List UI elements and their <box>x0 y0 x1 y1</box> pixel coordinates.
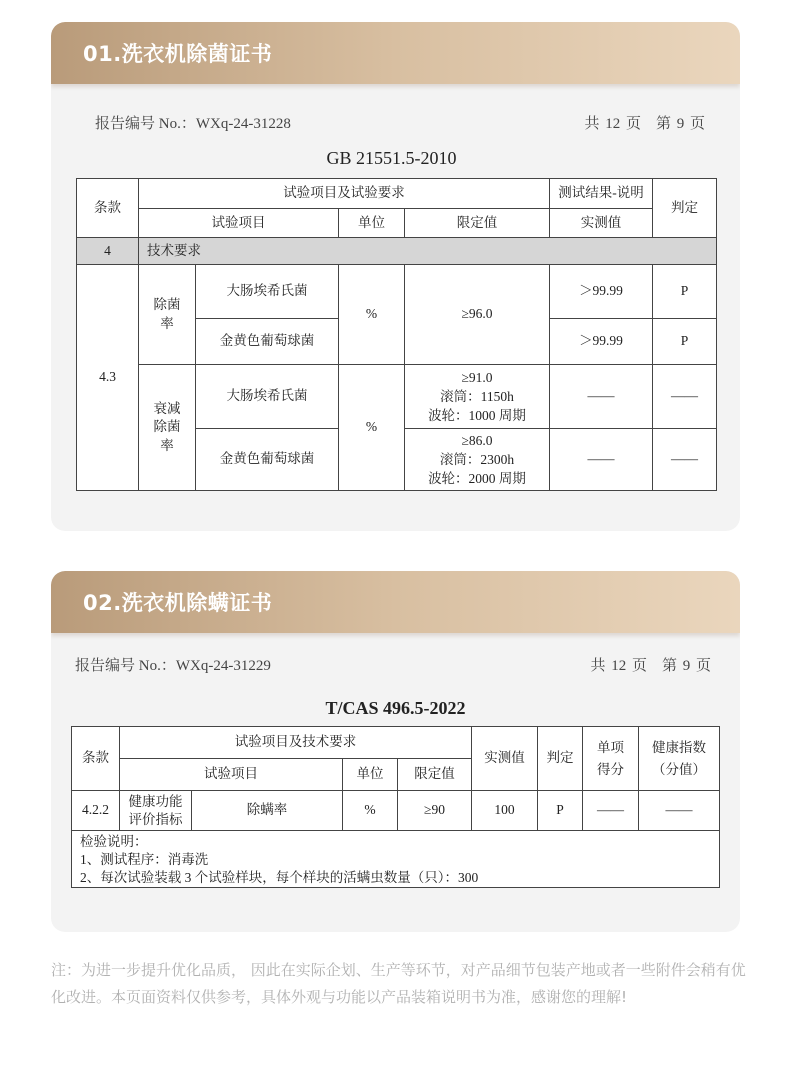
header-limit: 限定值 <box>405 209 550 238</box>
limit-decay-e-coli-pulsator: 波轮：1000 周期 <box>428 408 526 423</box>
judge-e-coli: P <box>653 265 717 319</box>
header-unit: 单位 <box>339 209 405 238</box>
judge-pass: P <box>538 791 583 831</box>
header-judgement: 判定 <box>653 179 717 238</box>
report-meta-row-2 <box>75 654 711 674</box>
item-e-coli-decay: 大肠埃希氏菌 <box>196 365 339 429</box>
health-index-value: —— <box>639 791 720 831</box>
header-items-requirements: 试验项目及试验要求 <box>139 179 550 209</box>
measured-100: 100 <box>472 791 538 831</box>
header-unit-2: 单位 <box>343 759 398 791</box>
header-single-score-line1: 单项 <box>597 739 624 755</box>
judge-staph-aureus-decay: —— <box>653 429 717 491</box>
header-single-score-line2: 得分 <box>597 761 624 777</box>
header-clause: 条款 <box>77 179 139 238</box>
header-judgement-2: 判定 <box>538 727 583 791</box>
header-limit-2: 限定值 <box>398 759 472 791</box>
certificate-card-mite-removal <box>51 571 740 932</box>
header-health-index-line1: 健康指数 <box>652 739 706 755</box>
single-score-value: —— <box>583 791 639 831</box>
header-measured: 实测值 <box>550 209 653 238</box>
health-function-category-line1: 健康功能 <box>128 793 183 809</box>
header-single-score <box>583 727 639 791</box>
item-staph-aureus: 金黄色葡萄球菌 <box>196 319 339 365</box>
card-header-mite-removal: 02.洗衣机除螨证书 <box>51 571 740 633</box>
judge-staph-aureus: P <box>653 319 717 365</box>
disclaimer-note: 注：为进一步提升优化品质， 因此在实际企划、生产等环节，对产品细节包装产地或者一些附件会稍有优化改进。本页面资料仅供参考，具体外观与功能以产品装箱说明书为准，感谢您的理解! <box>51 961 746 1006</box>
health-function-category <box>120 791 192 831</box>
limit-decay-staph <box>405 429 550 491</box>
limit-90: ≥90 <box>398 791 472 831</box>
clause-4: 4 <box>77 238 139 265</box>
unit-percent: % <box>339 265 405 365</box>
item-staph-aureus-decay: 金黄色葡萄球菌 <box>196 429 339 491</box>
page-info: 共 12 页 第 9 页 <box>584 116 705 132</box>
judge-e-coli-decay: —— <box>653 365 717 429</box>
certificate-card-sterilization <box>51 22 740 531</box>
header-health-index-line2: （分值） <box>652 761 706 777</box>
header-test-item-2: 试验项目 <box>120 759 343 791</box>
header-result-note: 测试结果-说明 <box>550 179 653 209</box>
report-number-2: 报告编号 No.：WXq-24-31229 <box>75 658 271 674</box>
value-staph-aureus: ＞99.99 <box>550 319 653 365</box>
limit-96: ≥96.0 <box>405 265 550 365</box>
limit-decay-staph-drum: 滚筒：2300h <box>439 452 515 467</box>
item-mite-removal: 除螨率 <box>192 791 343 831</box>
test-report-table <box>76 178 717 491</box>
item-e-coli: 大肠埃希氏菌 <box>196 265 339 319</box>
decay-sterilization-rate-label <box>139 365 196 491</box>
mite-report-table <box>71 726 720 888</box>
header-items-requirements-2: 试验项目及技术要求 <box>120 727 472 759</box>
report-number: 报告编号 No.：WXq-24-31228 <box>95 116 291 132</box>
value-e-coli: ＞99.99 <box>550 265 653 319</box>
limit-decay-staph-value: ≥86.0 <box>461 433 493 448</box>
sterilization-rate-label <box>139 265 196 365</box>
inspection-note-2: 2、每次试验装载 3 个试验样块，每个样块的活螨虫数量（只）：300 <box>80 870 479 885</box>
header-health-index <box>639 727 720 791</box>
unit-percent-decay: % <box>339 365 405 491</box>
value-staph-aureus-decay: —— <box>550 429 653 491</box>
header-test-item: 试验项目 <box>139 209 339 238</box>
technical-requirements-label: 技术要求 <box>139 238 717 265</box>
health-function-category-line2: 评价指标 <box>128 811 183 827</box>
header-clause-2: 条款 <box>72 727 120 791</box>
card-header-sterilization: 01.洗衣机除菌证书 <box>51 22 740 84</box>
report-meta-row <box>95 112 705 132</box>
limit-decay-e-coli-value: ≥91.0 <box>461 370 493 385</box>
value-e-coli-decay: —— <box>550 365 653 429</box>
clause-4-2-2: 4.2.2 <box>72 791 120 831</box>
clause-4-3: 4.3 <box>77 265 139 491</box>
limit-decay-e-coli <box>405 365 550 429</box>
unit-percent-2: % <box>343 791 398 831</box>
inspection-notes-title: 检验说明： <box>80 834 148 849</box>
inspection-note-1: 1、测试程序：消毒洗 <box>80 852 209 867</box>
page-info-2: 共 12 页 第 9 页 <box>590 658 711 674</box>
standard-title-2: T/CAS 496.5-2022 <box>325 698 466 718</box>
limit-decay-e-coli-drum: 滚筒：1150h <box>440 389 514 404</box>
header-measured-2: 实测值 <box>472 727 538 791</box>
standard-title: GB 21551.5-2010 <box>326 148 457 168</box>
limit-decay-staph-pulsator: 波轮：2000 周期 <box>428 471 526 486</box>
sterilization-rate-text: 除菌率 <box>153 297 181 331</box>
decay-sterilization-rate-text: 衰减除菌率 <box>153 401 181 453</box>
inspection-notes <box>72 831 720 888</box>
